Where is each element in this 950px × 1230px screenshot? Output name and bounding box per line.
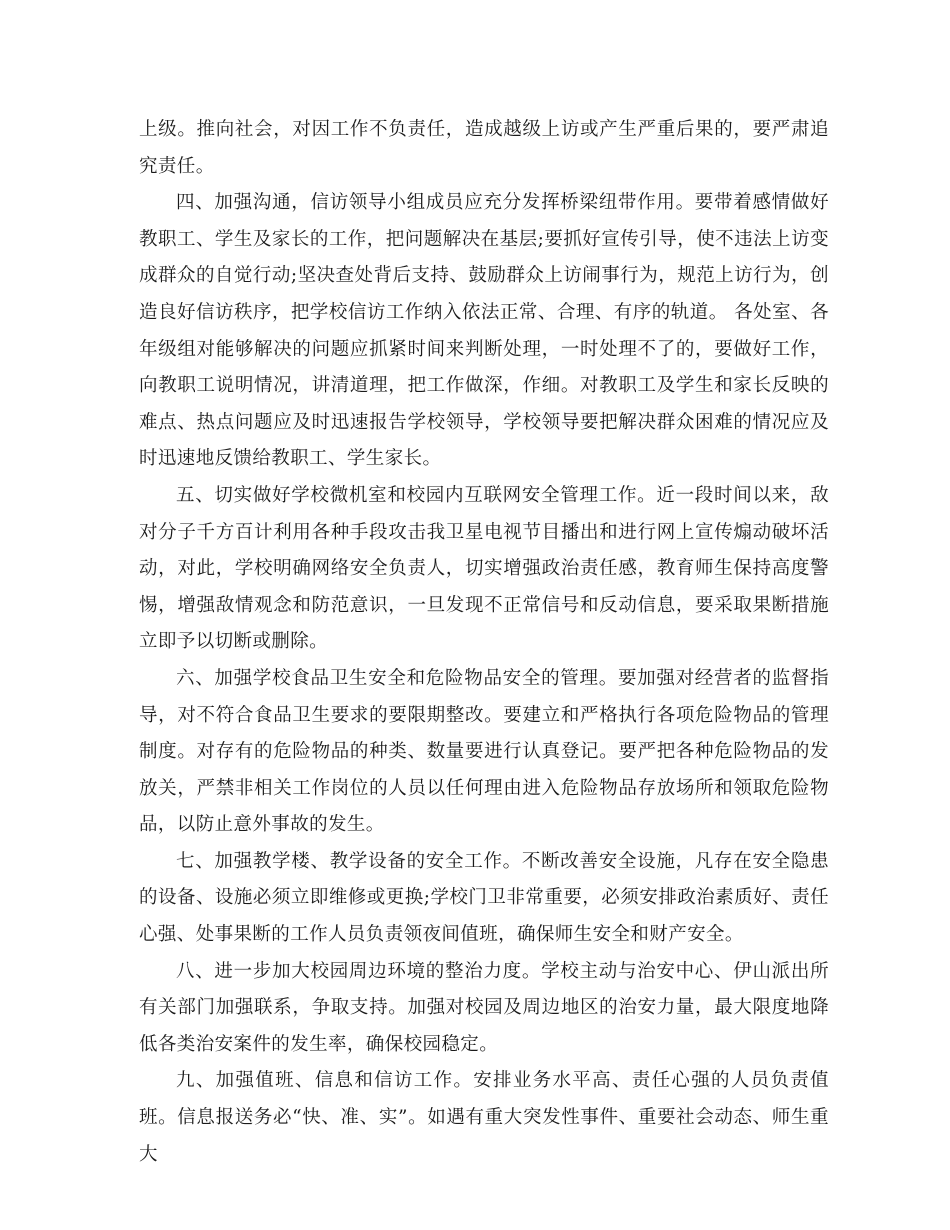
paragraph-section-6: 六、加强学校食品卫生安全和危险物品安全的管理。要加强对经营者的监督指导，对不符合食品卫生要求的要限期整改。要建立和严格执行各项危险物品的管理制度。对存有的危险物品的种类、数量要进行认真登记。要严把各种危险物品的发放关，严禁非相关工作岗位的人员以任何理由进入危险物品存放场所和领取危险物品，以防止意外事故的发生。 (139, 667, 829, 836)
paragraph-section-9: 九、加强值班、信息和信访工作。安排业务水平高、责任心强的人员负责值班。信息报送务必“快、准、实”。如遇有重大突发性事件、重要社会动态、师生重大 (139, 1070, 829, 1165)
paragraph-section-8: 八、进一步加大校园周边环境的整治力度。学校主动与治安中心、伊山派出所有关部门加强联系，争取支持。加强对校园及周边地区的治安力量，最大限度地降低各类治安案件的发生率，确保校园稳定。 (139, 960, 829, 1055)
document-body (139, 112, 829, 1173)
paragraph-continuation: 上级。推向社会，对因工作不负责任，造成越级上访或产生严重后果的，要严肃追究责任。 (139, 119, 829, 177)
paragraph-section-5: 五、切实做好学校微机室和校园内互联网安全管理工作。近一段时间以来，敌对分子千方百计利用各种手段攻击我卫星电视节目播出和进行网上宣传煽动破坏活动，对此，学校明确网络安全负责人，切实增强政治责任感，教育师生保持高度警惕，增强敌情观念和防范意识，一旦发现不正常信号和反动信息，要采取果断措施立即予以切断或删除。 (139, 484, 829, 653)
paragraph-section-7: 七、加强教学楼、教学设备的安全工作。不断改善安全设施，凡存在安全隐患的设备、设施必须立即维修或更换;学校门卫非常重要，必须安排政治素质好、责任心强、处事果断的工作人员负责领夜间值班，确保师生安全和财产安全。 (139, 850, 829, 946)
paragraph-section-4: 四、加强沟通，信访领导小组成员应充分发挥桥梁纽带作用。要带着感情做好教职工、学生及家长的工作，把问题解决在基层;要抓好宣传引导，使不违法上访变成群众的自觉行动;坚决查处背后支持、鼓励群众上访闹事行为，规范上访行为，创造良好信访秩序，把学校信访工作纳入依法正常、合理、有序的轨道。 各处室、各年级组对能够解决的问题应抓紧时间来判断处理，一时处理不了的，要做好工作，向教职工说明情况，讲清道理，把工作做深，作细。对教职工及学生和家长反映的难点、热点问题应及时迅速报告学校领导，学校领导要把解决群众困难的情况应及时迅速地反馈给教职工、学生家长。 (139, 192, 829, 470)
